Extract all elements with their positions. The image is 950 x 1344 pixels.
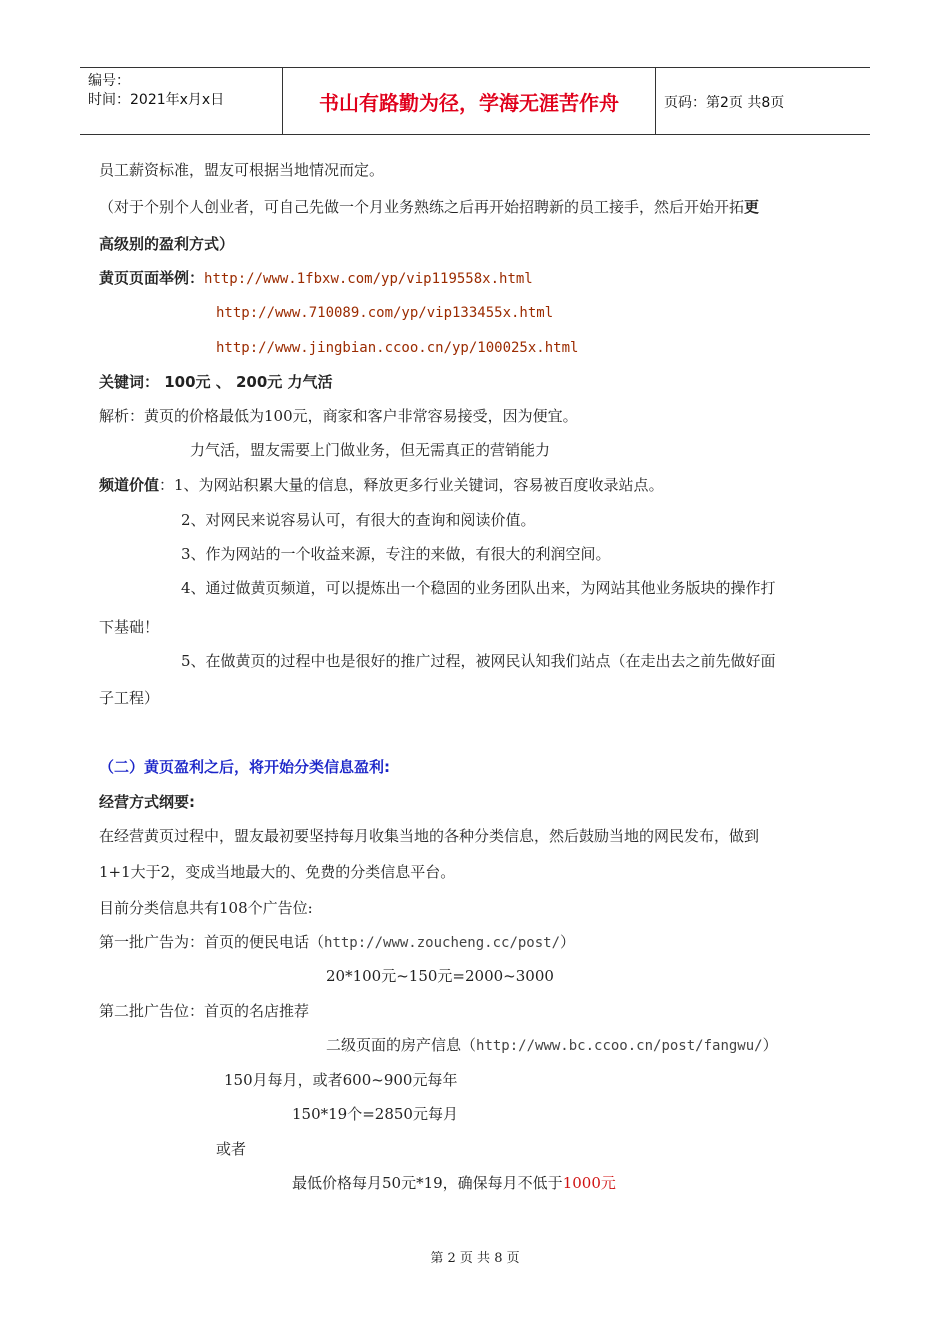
text-line: 员工薪资标准，盟友可根据当地情况而定。 xyxy=(99,161,385,179)
text-line: 高级别的盈利方式） xyxy=(99,235,235,253)
example-line xyxy=(99,268,533,289)
text-span: 最低价格每月50元*19，确保每月不低于 xyxy=(292,1174,563,1192)
section-heading: （二）黄页盈利之后，将开始分类信息盈利: xyxy=(99,758,391,776)
text-line: 或者 xyxy=(216,1140,247,1158)
text-line: 下基础！ xyxy=(99,618,160,636)
text-span: 二级页面的房产信息（ xyxy=(326,1036,477,1054)
text-line: 子工程） xyxy=(99,689,160,707)
page-footer: 第 2 页 共 8 页 xyxy=(430,1251,520,1266)
text-line: 4、通过做黄页频道，可以提炼出一个稳固的业务团队出来，为网站其他业务版块的操作打 xyxy=(181,579,776,597)
text-line: 3、作为网站的一个收益来源，专注的来做，有很大的利润空间。 xyxy=(181,545,611,563)
price-line: 150月每月，或者600~900元每年 xyxy=(224,1071,458,1089)
price-line xyxy=(292,1173,616,1193)
ad-line xyxy=(99,932,575,953)
example-label: 黄页页面举例： xyxy=(99,269,205,287)
header-motto: 书山有路勤为径，学海无涯苦作舟 xyxy=(282,68,656,134)
text-span: （对于个别个人创业者，可自己先做一个月业务熟练之后再开始招聘新的员工接手，然后开始开拓 xyxy=(99,198,745,216)
outline-heading: 经营方式纲要: xyxy=(99,793,195,811)
example-link[interactable]: http://www.1fbxw.com/yp/vip119558x.html xyxy=(204,271,533,287)
text-span: ：1、为网站积累大量的信息，释放更多行业关键词，容易被百度收录站点。 xyxy=(159,476,664,494)
channel-label: 频道价值 xyxy=(99,476,160,494)
header-page-number: 页码：第2页 共8页 xyxy=(664,95,785,111)
text-line: 在经营黄页过程中，盟友最初要坚持每月收集当地的各种分类信息，然后鼓励当地的网民发布，做到 xyxy=(99,827,760,845)
text-span: 第一批广告为：首页的便民电话（ xyxy=(99,933,325,951)
ad-link[interactable]: http://www.bc.ccoo.cn/post/fangwu/ xyxy=(476,1038,763,1054)
text-line: 2、对网民来说容易认可，有很大的查询和阅读价值。 xyxy=(181,511,536,529)
channel-value-line xyxy=(99,475,664,495)
ad-line xyxy=(326,1035,778,1056)
ad-link[interactable]: http://www.zoucheng.cc/post/ xyxy=(324,935,561,951)
text-line: 第二批广告位：首页的名店推荐 xyxy=(99,1002,310,1020)
text-line: 目前分类信息共有108个广告位: xyxy=(99,899,313,917)
text-line: 1+1大于2，变成当地最大的、免费的分类信息平台。 xyxy=(99,863,456,881)
text-span: ） xyxy=(762,1036,778,1054)
text-span: ） xyxy=(560,933,576,951)
text-span-bold: 更 xyxy=(744,198,760,216)
number-label: 编号： xyxy=(88,73,130,89)
example-link[interactable]: http://www.710089.com/yp/vip133455x.html xyxy=(216,305,554,321)
price-line: 20*100元~150元=2000~3000 xyxy=(326,967,554,985)
keywords-line: 关键词： 100元 、 200元 力气活 xyxy=(99,373,333,391)
text-line: 5、在做黄页的过程中也是很好的推广过程，被网民认知我们站点（在走出去之前先做好面 xyxy=(181,652,776,670)
text-line: 解析：黄页的价格最低为100元，商家和客户非常容易接受，因为便宜。 xyxy=(99,407,578,425)
highlight-amount: 1000元 xyxy=(562,1174,616,1192)
text-line: 力气活，盟友需要上门做业务，但无需真正的营销能力 xyxy=(190,441,551,459)
price-line: 150*19个=2850元每月 xyxy=(292,1105,458,1123)
time-label: 时间：2021年x月x日 xyxy=(88,92,225,108)
example-link[interactable]: http://www.jingbian.ccoo.cn/yp/100025x.html xyxy=(216,340,579,356)
header-meta xyxy=(88,72,224,110)
document-header xyxy=(80,67,870,135)
text-line xyxy=(99,197,759,217)
